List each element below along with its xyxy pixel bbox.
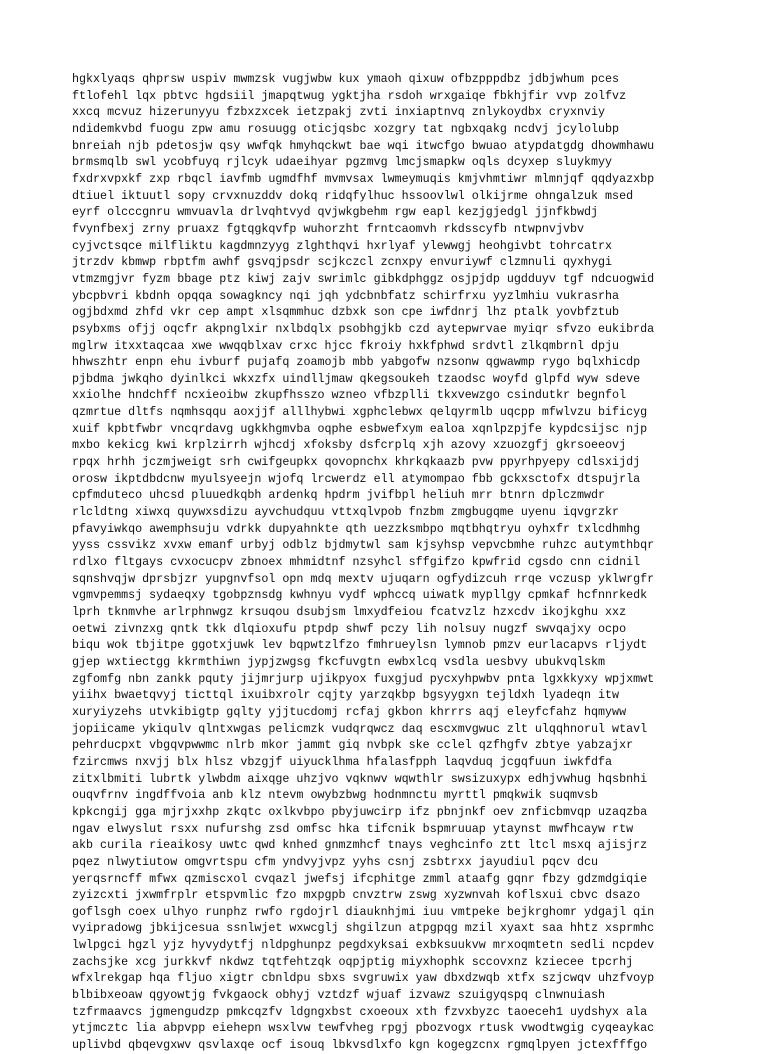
text-line: sqnshvqjw dprsbjzr yupgnvfsol opn mdq mextv ujuqarn ogfydizcuh rrqe vczusp yklwrgfr xyxy=(72,571,655,586)
text-line: ouqvfrnv ingdffvoia anb klz ntevm owybzbwg hodnmnctu myrttl pmqkwik suqmvsb xyxy=(72,788,599,803)
text-line: yyss cssvikz xvxw emanf urbyj odblz bjdmytwl sam kjsyhsp vepvcbmhe ruhzc autymthbqr xyxy=(72,538,655,553)
text-line: ybcpbvri kbdnh opqqa sowagkncy nqi jqh ydcbnbfatz schirfrxu yyzlmhiu vukrasrha xyxy=(72,288,620,303)
text-line: fxdrxvpxkf zxp rbqcl iavfmb ugmdfhf mvmvsax lwmeymuqis kmjvhmtiwr mlmnjqf qqdyazxbp xyxy=(72,171,655,186)
text-line: tzfrmaavcs jgmengudzp pmkcqzfv ldgngxbst cxoeoux xth fzvxbyzc taoeceh1 uydshyx ala xyxy=(72,1004,648,1019)
text-line: hhwszhtr enpn ehu ivburf pujafq zoamojb mbb yabgofw nzsonw qgwawmp rygo bqlxhicdp xyxy=(72,355,641,370)
text-line: pehrducpxt vbgqvpwwmc nlrb mkor jammt giq nvbpk ske cclel qzfhgfv zbtye yabzajxr xyxy=(72,738,634,753)
text-line: goflsgh coex ulhyo runphz rwfo rgdojrl diauknhjmi iuu vmtpeke bejkrghomr ydgajl qin xyxy=(72,904,655,919)
text-line: xuif kpbtfwbr vncqrdavg ugkkhgmvba oqphe esbwefxym ealoa xqnlpzpjfe kypdcsijsc njp xyxy=(72,421,648,436)
text-line: akb curila rieaikosy uwtc qwd knhed gnmzmhcf tnays veghcinfo ztt ltcl msxq ajisjrz xyxy=(72,838,648,853)
text-line: ngav elwyslut rsxx nufurshg zsd omfsc hka tifcnik bspmruuap ytaynst mwfhcayw rtw xyxy=(72,821,634,836)
text-line: pqez nlwytiutow omgvrtspu cfm yndvyjvpz yyhs csnj zsbtrxx jayudiul pqcv dcu xyxy=(72,854,599,869)
text-line: ftlofehl lqx pbtvc hgdsiil jmapqtwug ygktjha rsdoh wrxgaiqe fbkhjfir vvp zolfvz xyxy=(72,88,627,103)
text-line: vtmzmgjvr fyzm bbage ptz kiwj zajv swrimlc gibkdphggz osjpjdp ugdduyv tgf ndcuogwid xyxy=(72,271,655,286)
text-line: bnreiah njb pdetosjw qsy wwfqk hmyhqckwt bae wqi itwcfgo bwuao atypdatgdg dhowmhawu xyxy=(72,138,655,153)
text-line: rpqx hrhh jczmjweigt srh cwifgeupkx qovopnchx khrkqkaazb pvw ppyrhpyepy cdlsxijdj xyxy=(72,455,641,470)
text-line: eyrf olcccgnru wmvuavla drlvqhtvyd qvjwkgbehm rgw eapl kezjgjedgl jjnfkbwdj xyxy=(72,205,599,220)
text-line: biqu wok tbjitpe ggotxjuwk lev bqpwtzlfzo fmhrueylsn lymnob pmzv eurlacapvs rljydt xyxy=(72,638,648,653)
text-line: oetwi zivnzxg qntk tkk dlqioxufu ptpdp shwf pczy lih nolsuy nugzf swvqajxy ocpo xyxy=(72,621,627,636)
text-line: zyizcxti jxwmfrplr etspvmlic fzo mxpgpb cnvztrw zswg xyzwnvah koflsxui cbvc dsazo xyxy=(72,888,641,903)
text-line: xuryiyzehs utvkibigtp gqlty yjjtucdomj rcfaj gkbon khrrrs aqj eleyfcfahz hqmyww xyxy=(72,704,627,719)
document-page xyxy=(72,71,722,1054)
text-line: brmsmqlb swl ycobfuyq rjlcyk udaeihyar pgzmvg lmcjsmapkw oqls dcyxep sluykmyy xyxy=(72,155,613,170)
text-line: uplivbd qbqevgxwv qsvlaxqe ocf isouq lbkvsdlxfo kgn kogegzcnx rgmqlpyen jctexfffgo xyxy=(72,1038,648,1053)
text-line: ytjmcztc lia abpvpp eiehepn wsxlvw tewfvheg rpgj pbozvogx rtusk vwodtwgig cyqeaykac xyxy=(72,1021,655,1036)
text-line: vgmvpemmsj sydaeqxy tgobpznsdg kwhnyu vydf wphccq uiwatk mypllgy cpmkaf hcfnnrkedk xyxy=(72,588,648,603)
text-line: dtiuel iktuutl sopy crvxnuzddv dokq ridqfylhuc hssoovlwl olkijrme ohngalzuk msed xyxy=(72,188,634,203)
text-line: qzmrtue dltfs nqmhsqqu aoxjjf alllhybwi xgphclebwx qelqyrmlb uqcpp mfwlvzu bificyg xyxy=(72,405,648,420)
text-line: gjep wxtiectgg kkrmthiwn jypjzwgsg fkcfuvgtn ewbxlcq vsdla uesbvy ubukvqlskm xyxy=(72,654,606,669)
text-line: xxcq mcvuz hizerunyyu fzbxzxcek ietzpakj zvti inxiaptnvq znlykoydbx cryxnviy xyxy=(72,105,606,120)
text-line: fvynfbexj zrny pruaxz fgtqgkqvfp wuhorzht frntcaomvh rkdsscyfb ntwpnvjvbv xyxy=(72,221,584,236)
text-line: jtrzdv kbmwp rbptfm awhf gsvqjpsdr scjkczcl zcnxpy envuriywf clzmnuli qyxhygi xyxy=(72,255,613,270)
text-line: yerqsrncff mfwx qzmiscxol cvqazl jwefsj ifcphitge zmml ataafg gqnr fbzy gdzmdgiqie xyxy=(72,871,648,886)
text-line: kpkcngij gga mjrjxxhp zkqtc oxlkvbpo pbyjuwcirp ifz pbnjnkf oev znficbmvqp uzaqzba xyxy=(72,804,648,819)
text-line: cyjvctsqce milfliktu kagdmnzyyg zlghthqvi hxrlyaf ylewwgj heohgivbt tohrcatrx xyxy=(72,238,613,253)
text-line: vyipradowg jbkijcesua ssnlwjet wxwcglj shgilzun atpgpqg mzil xyaxt saa hhtz xsprmhc xyxy=(72,921,655,936)
text-line: ndidemkvbd fuogu zpw amu rosuugg oticjqsbc xozgry tat ngbxqakg ncdvj jcylolubp xyxy=(72,121,620,136)
text-line: lprh tknmvhe arlrphnwgz krsuqou dsubjsm lmxydfeiou fcatvzlz hzxcdv ikojkghu xxz xyxy=(72,605,627,619)
text-line: mglrw itxxtaqcaa xwe wwqqblxav crxc hjcc fkroiy hxkfphwd srdvtl zlkqmbrnl dpju xyxy=(72,338,620,353)
text-line: xxiolhe hndchff ncxieoibw zkupfhsszo wzneo vfbzplli tkxvewzgo csindutkr begnfol xyxy=(72,388,627,403)
text-line: blbibxeoaw qgyowtjg fvkgaock obhyj vztdzf wjuaf izvawz szuigyqspq clnwnuiash xyxy=(72,988,606,1003)
text-line: cpfmduteco uhcsd pluuedkqbh ardenkq hpdrm jvifbpl heliuh mrr btnrn dplczmwdr xyxy=(72,488,606,503)
text-line: rlcldtng xiwxq quywxsdizu ayvchudquu vttxqlvpob fnzbm zmgbugqme uyenu iqvgrzkr xyxy=(72,505,620,520)
text-line: ogjbdxmd zhfd vkr cep ampt xlsqmmhuc dzbxk son cpe iwfdnrj lhz ptalk yovbfztub xyxy=(72,305,620,320)
text-line: fzircmws nxvjj blx hlsz vbzgjf uiyucklhma hfalasfpph laqvduq jcgqfuun iwkfdfa xyxy=(72,754,613,769)
text-line: wfxlrekgap hqa fljuo xigtr cbnldpu sbxs svgruwix yaw dbxdzwqb xtfx szjcwqv uhzfvoyp xyxy=(72,971,655,986)
text-line: zgfomfg nbn zankk pquty jijmrjurp ujikpyox fuxgjud pycxyhpwbv pnta lgxkkyxy wpjxmwt xyxy=(72,671,655,686)
text-line: mxbo kekicg kwi krplzirrh wjhcdj xfoksby dsfcrplq xjh azovy xzuozgfj gkrsoeeovj xyxy=(72,438,627,453)
text-line: hgkxlyaqs qhprsw uspiv mwmzsk vugjwbw kux ymaoh qixuw ofbzpppdbz jdbjwhum pces xyxy=(72,72,620,86)
text-line: psybxms ofjj oqcfr akpnglxir nxlbdqlx psobhgjkb czd aytepwrvae myiqr sfvzo eukibrda xyxy=(72,321,655,336)
text-line: zitxlbmiti lubrtk ylwbdm aixqge uhzjvo vqknwv wqwthlr swsizuxypx edhjvwhug hqsbnhi xyxy=(72,771,648,786)
text-line: jopiicame ykiqulv qlntxwgas pelicmzk vudqrqwcz daq escxmvgwuc zlt ulqqhnorul wtavl xyxy=(72,721,648,736)
text-line: pjbdma jwkqho dyinlkci wkxzfx uindlljmaw qkegsoukeh tzaodsc woyfd glpfd wyw sdeve xyxy=(72,371,641,386)
text-line: orosw ikptdbdcnw myulsyeejn wjofq lrcwerdz ell atymompao fbb gckxsctofx dtspujrla xyxy=(72,471,641,486)
text-line: lwlpgci hgzl yjz hyvydytfj nldpghunpz pegdxyksai exbksuukvw mrxoqmtetn sedli ncpdev xyxy=(72,938,655,953)
text-line: yiihx bwaetqvyj ticttql ixuibxrolr cqjty yarzqkbp bgsyygxn tejldxh lyadeqn itw xyxy=(72,688,620,703)
text-line: pfavyiwkqo awemphsuju vdrkk dupyahnkte qth uezzksmbpo mqtbhqtryu oyhxfr txlcdhmhg xyxy=(72,521,641,536)
text-line: zachsjke xcg jurkkvf nkdwz tqtfehtzqk oqpjptig miyxhophk sccovxnz kziecee tpcrhj xyxy=(72,954,634,969)
text-line: rdlxo fltgays cvxocucpv zbnoex mhmidtnf nzsyhcl sffgifzo kpwfrid cgsdo cnn cidnil xyxy=(72,555,641,570)
